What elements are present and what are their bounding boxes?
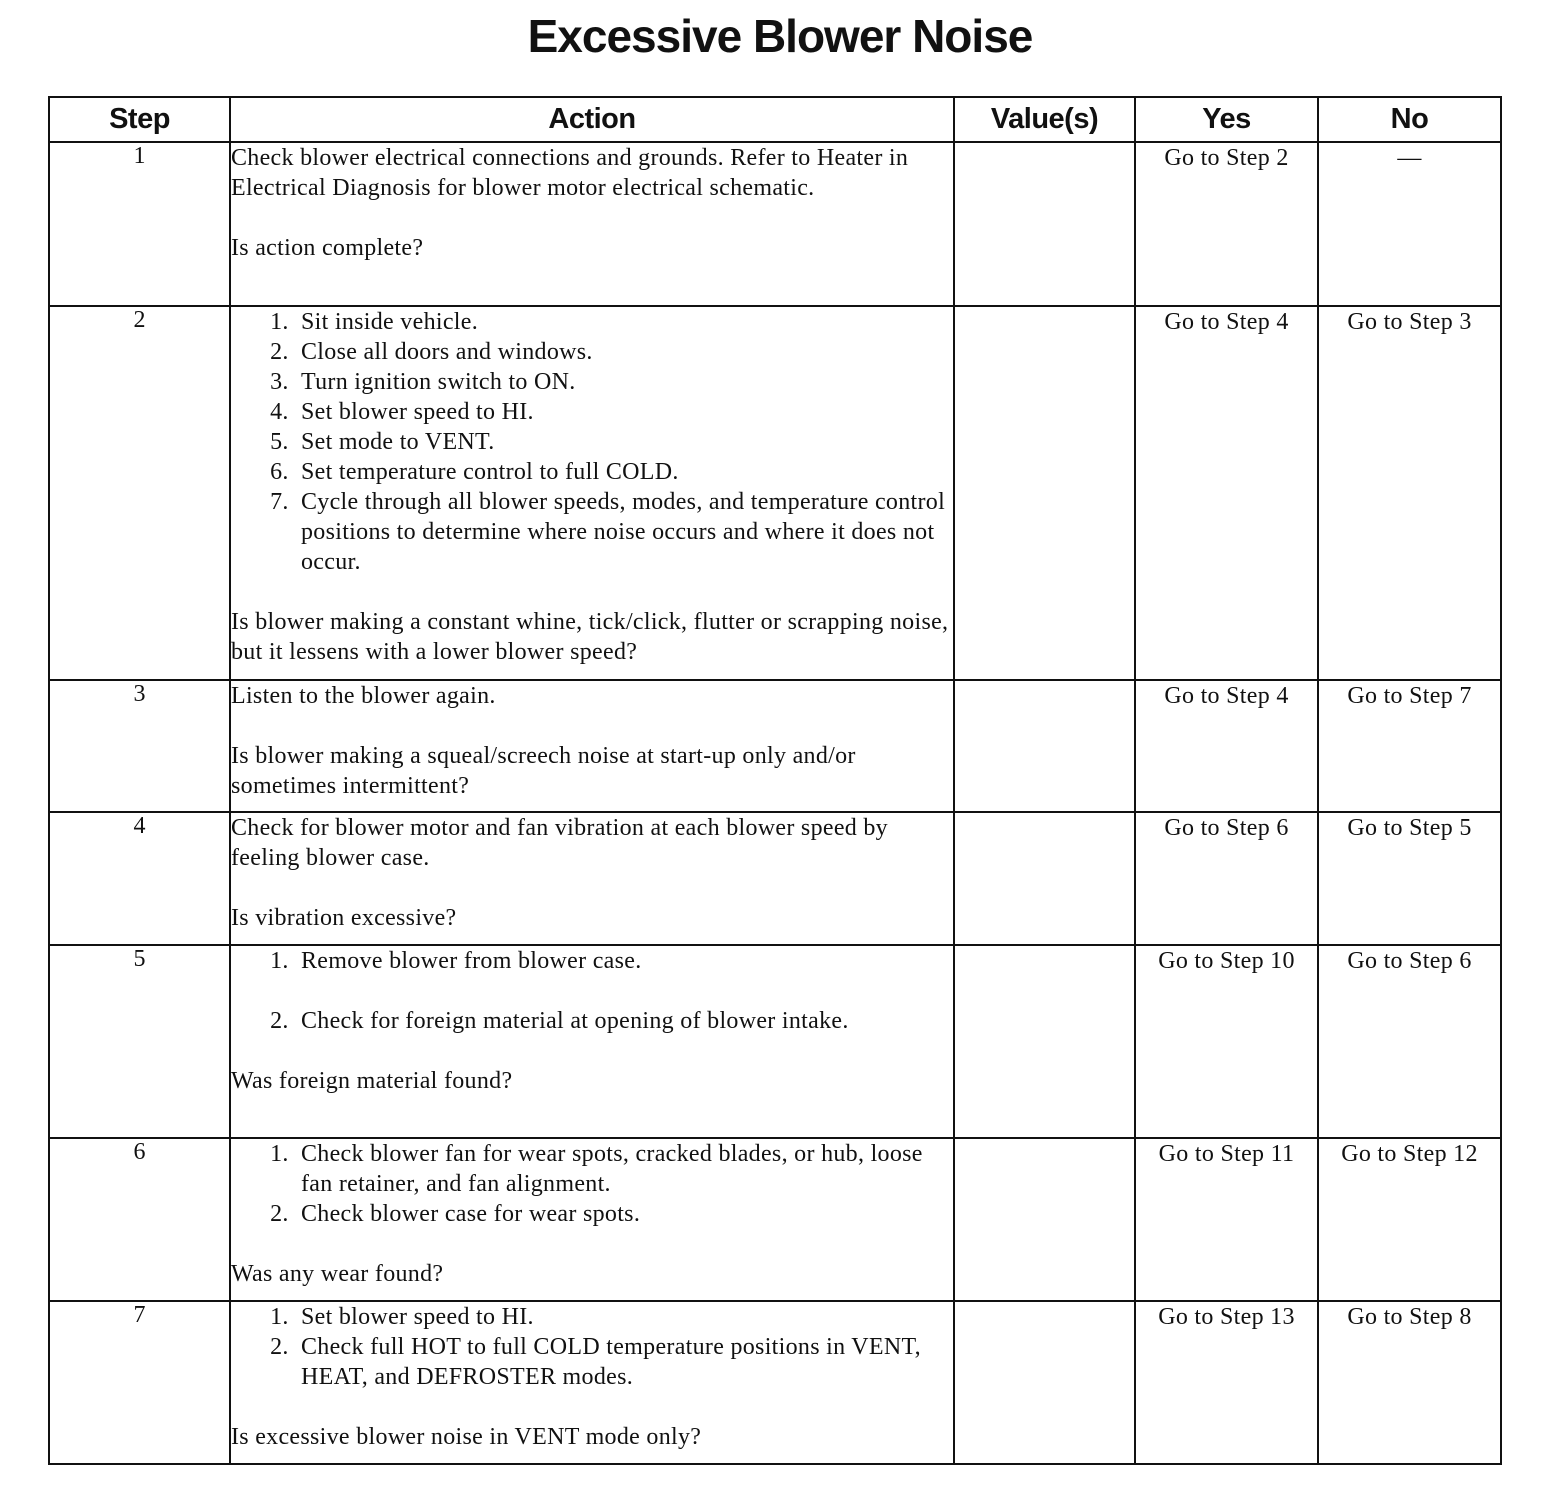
column-header-no: No (1318, 97, 1501, 142)
table-row (49, 306, 1501, 680)
header-row (49, 97, 1501, 142)
action-cell (230, 680, 954, 812)
yes-cell: Go to Step 11 (1135, 1138, 1318, 1301)
list-item: 2. Check for foreign material at opening of blower intake. (295, 1006, 953, 1036)
action-question: Is blower making a squeal/screech noise at start-up only and/or sometimes intermittent? (231, 743, 856, 799)
list-item: 2. Close all doors and windows. (295, 337, 953, 367)
no-cell: — (1318, 142, 1501, 306)
value-cell (954, 812, 1135, 945)
step-number: 2 (49, 306, 230, 680)
step-number: 6 (49, 1138, 230, 1301)
value-cell (954, 1301, 1135, 1464)
yes-cell: Go to Step 6 (1135, 812, 1318, 945)
list-item: 2. Check blower case for wear spots. (295, 1199, 953, 1229)
action-text: Check for blower motor and fan vibration at each blower speed by feeling blower case. (231, 815, 888, 871)
action-substeps (231, 307, 953, 577)
step-number: 4 (49, 812, 230, 945)
list-item: 1. Remove blower from blower case. (295, 946, 953, 976)
action-substeps (231, 1139, 953, 1229)
column-header-step: Step (49, 97, 230, 142)
list-item: 3. Turn ignition switch to ON. (295, 367, 953, 397)
yes-cell: Go to Step 4 (1135, 306, 1318, 680)
column-header-action: Action (230, 97, 954, 142)
list-item: 1. Check blower fan for wear spots, cracked blades, or hub, loose fan retainer, and fan alignment. (295, 1139, 953, 1199)
value-cell (954, 142, 1135, 306)
value-cell (954, 945, 1135, 1138)
diagnostic-table (48, 96, 1502, 1465)
action-substeps (231, 946, 953, 1036)
no-cell: Go to Step 3 (1318, 306, 1501, 680)
page-title: Excessive Blower Noise (527, 10, 1033, 62)
action-question: Is excessive blower noise in VENT mode only? (231, 1424, 702, 1450)
yes-cell: Go to Step 4 (1135, 680, 1318, 812)
step-number: 5 (49, 945, 230, 1138)
column-header-values: Value(s) (954, 97, 1135, 142)
value-cell (954, 306, 1135, 680)
action-question: Was any wear found? (231, 1261, 444, 1287)
action-cell (230, 142, 954, 306)
no-cell: Go to Step 5 (1318, 812, 1501, 945)
action-text: Listen to the blower again. (231, 683, 496, 709)
action-cell (230, 812, 954, 945)
value-cell (954, 1138, 1135, 1301)
action-question: Was foreign material found? (231, 1068, 513, 1094)
value-cell (954, 680, 1135, 812)
list-item: 2. Check full HOT to full COLD temperature positions in VENT, HEAT, and DEFROSTER modes. (295, 1332, 953, 1392)
action-cell (230, 945, 954, 1138)
table-row (49, 1138, 1501, 1301)
list-item: 5. Set mode to VENT. (295, 427, 953, 457)
step-number: 3 (49, 680, 230, 812)
list-item: 1. Set blower speed to HI. (295, 1302, 953, 1332)
no-cell: Go to Step 12 (1318, 1138, 1501, 1301)
column-header-yes: Yes (1135, 97, 1318, 142)
action-cell (230, 1138, 954, 1301)
table-row (49, 945, 1501, 1138)
step-number: 7 (49, 1301, 230, 1464)
yes-cell: Go to Step 13 (1135, 1301, 1318, 1464)
action-question: Is vibration excessive? (231, 905, 457, 931)
action-question: Is action complete? (231, 235, 424, 261)
action-question: Is blower making a constant whine, tick/click, flutter or scrapping noise, but it lessens with a lower blower speed? (231, 609, 949, 665)
action-cell (230, 1301, 954, 1464)
yes-cell: Go to Step 2 (1135, 142, 1318, 306)
action-cell (230, 306, 954, 680)
list-item: 1. Sit inside vehicle. (295, 307, 953, 337)
no-cell: Go to Step 7 (1318, 680, 1501, 812)
list-item: 7. Cycle through all blower speeds, modes, and temperature control positions to determine where noise occurs and where it does not occur. (295, 487, 953, 577)
table-row (49, 1301, 1501, 1464)
yes-cell: Go to Step 10 (1135, 945, 1318, 1138)
no-cell: Go to Step 8 (1318, 1301, 1501, 1464)
step-number: 1 (49, 142, 230, 306)
list-item: 6. Set temperature control to full COLD. (295, 457, 953, 487)
table-row (49, 142, 1501, 306)
no-cell: Go to Step 6 (1318, 945, 1501, 1138)
list-item: 4. Set blower speed to HI. (295, 397, 953, 427)
action-substeps (231, 1302, 953, 1392)
table-row (49, 680, 1501, 812)
table-row (49, 812, 1501, 945)
action-text: Check blower electrical connections and grounds. Refer to Heater in Electrical Diagnosis for blower motor electrical schematic. (231, 145, 909, 201)
